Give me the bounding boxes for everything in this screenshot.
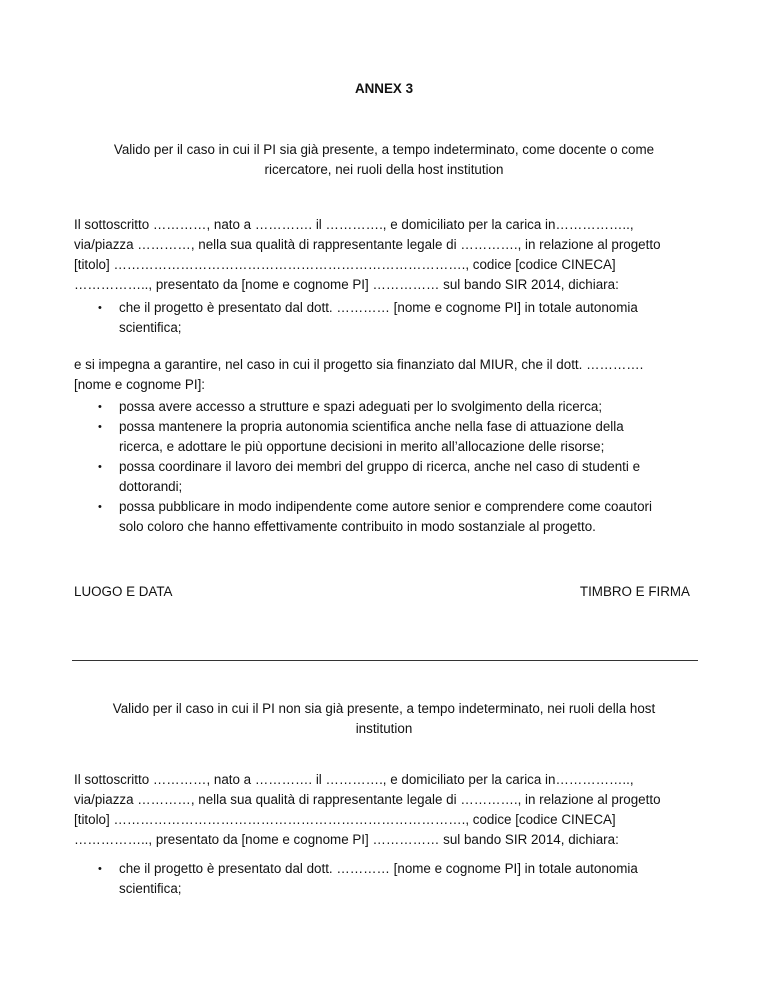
list-item: [98, 859, 698, 899]
section1-intro: [80, 140, 688, 180]
bullet-icon: •: [98, 401, 102, 413]
annex-title: ANNEX 3: [354, 81, 414, 96]
bullet-icon: •: [98, 863, 102, 875]
stamp-sign-label: TIMBRO E FIRMA: [579, 584, 690, 599]
commitment-line: [nome e cognome PI]:: [74, 377, 206, 392]
list-item: [98, 417, 698, 457]
list-item: [98, 497, 698, 537]
section1-commitment: [74, 355, 698, 395]
section1-intro-line: ricercatore, nei ruoli della host institution: [264, 162, 504, 177]
section2-bullet-list: [98, 859, 698, 899]
bullet-icon: •: [98, 501, 102, 513]
section2-intro-line: institution: [355, 721, 413, 736]
list-item-line: possa mantenere la propria autonomia scientifica anche nella fase di attuazione della: [119, 419, 624, 434]
declaration-line: via/piazza …………, nella sua qualità di rappresentante legale di …………., in relazione al progetto: [74, 792, 661, 807]
list-item: [98, 397, 698, 417]
list-item-line: possa pubblicare in modo indipendente come autore senior e comprendere come coautori: [119, 499, 652, 514]
list-item: [98, 298, 698, 338]
declaration-line: [titolo] ……………………………………………………………………., codice [codice CINECA]: [74, 257, 616, 272]
list-item-line: possa coordinare il lavoro dei membri del gruppo di ricerca, anche nel caso di studenti e: [119, 459, 641, 474]
section2-intro: [80, 699, 688, 739]
list-item: [98, 457, 698, 497]
place-date-label: LUOGO E DATA: [74, 584, 173, 599]
section1-bullet-list-1: [98, 298, 698, 338]
section2-intro-line: Valido per il caso in cui il PI non sia già presente, a tempo indeterminato, nei ruoli della host: [112, 701, 656, 716]
list-item-line: dottorandi;: [119, 479, 183, 494]
list-item-line: che il progetto è presentato dal dott. ………… [nome e cognome PI] in totale autonomia: [119, 861, 638, 876]
declaration-line: Il sottoscritto …………, nato a …………. il …………., e domiciliato per la carica in……………..,: [74, 772, 634, 787]
commitment-line: e si impegna a garantire, nel caso in cui il progetto sia finanziato dal MIUR, che il dott. ………….: [74, 357, 644, 372]
declaration-line: …………….., presentato da [nome e cognome PI] …………… sul bando SIR 2014, dichiara:: [74, 277, 619, 292]
list-item-line: scientifica;: [119, 320, 182, 335]
bullet-icon: •: [98, 302, 102, 314]
declaration-line: Il sottoscritto …………, nato a …………. il …………., e domiciliato per la carica in……………..,: [74, 217, 634, 232]
list-item-line: che il progetto è presentato dal dott. ………… [nome e cognome PI] in totale autonomia: [119, 300, 638, 315]
declaration-line: …………….., presentato da [nome e cognome PI] …………… sul bando SIR 2014, dichiara:: [74, 832, 619, 847]
declaration-line: [titolo] ……………………………………………………………………., codice [codice CINECA]: [74, 812, 616, 827]
section1-declaration: [74, 215, 698, 295]
section2-declaration: [74, 770, 698, 850]
list-item-line: ricerca, e adottare le più opportune decisioni in merito all’allocazione delle risorse;: [119, 439, 605, 454]
section-divider: [72, 660, 698, 661]
list-item-line: scientifica;: [119, 881, 182, 896]
section1-intro-line: Valido per il caso in cui il PI sia già presente, a tempo indeterminato, come docente o come: [113, 142, 655, 157]
list-item-line: solo coloro che hanno effettivamente contribuito in modo sostanziale al progetto.: [119, 519, 596, 534]
bullet-icon: •: [98, 421, 102, 433]
declaration-line: via/piazza …………, nella sua qualità di rappresentante legale di …………., in relazione al progetto: [74, 237, 661, 252]
bullet-icon: •: [98, 461, 102, 473]
list-item-line: possa avere accesso a strutture e spazi adeguati per lo svolgimento della ricerca;: [119, 399, 603, 414]
section1-bullet-list-2: [98, 397, 698, 537]
